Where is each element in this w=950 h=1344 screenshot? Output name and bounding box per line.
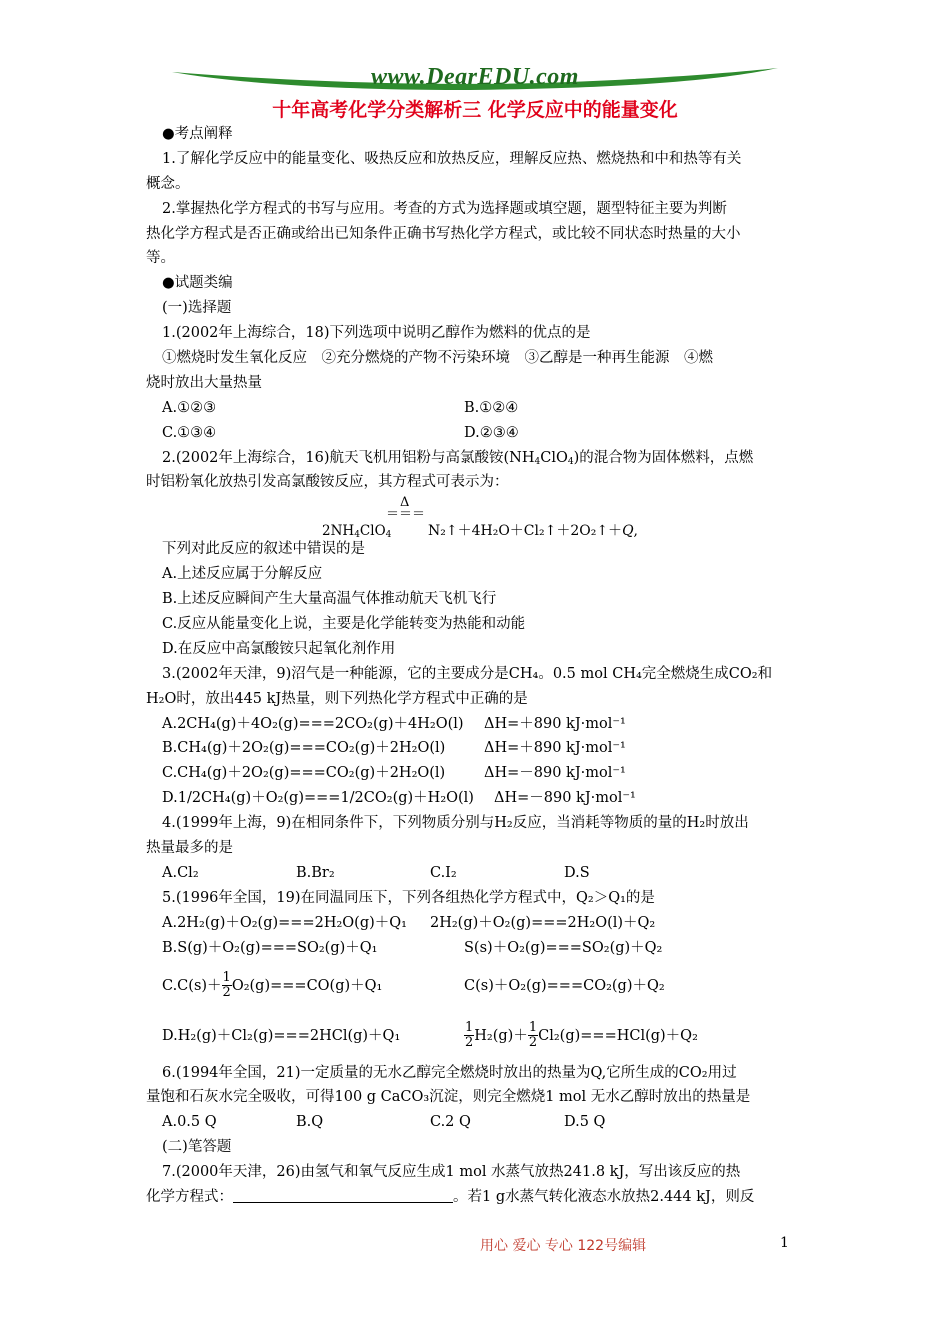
option-a: A.0.5 Q [162,1114,217,1131]
question-1-stem: 1.(2002年上海综合，18)下列选项中说明乙醇作为燃料的优点的是 [162,325,591,342]
subsection-heading: (二)笔答题 [162,1139,232,1156]
option-a: A.①②③ [162,399,217,416]
question-6-stem: 6.(1994年全国，21)一定质量的无水乙醇完全燃烧时放出的热量为Q,它所生成的CO₂用过 [162,1064,737,1081]
option-a: A.2CH₄(g)＋4O₂(g)===2CO₂(g)＋4H₂O(l) ΔH=＋890 kJ·mol⁻¹ [162,715,626,732]
option-b: B.上述反应瞬间产生大量高温气体推动航天飞机飞行 [162,591,497,608]
option-b: B.S(g)＋O₂(g)===SO₂(g)＋Q₁ S(s)＋O₂(g)===SO₂(g)＋Q₂ [162,939,663,956]
options-row [162,861,822,886]
page-title: 十年高考化学分类解析三 化学反应中的能量变化 [272,99,678,121]
option-d: D.②③④ [464,424,519,441]
delta-symbol: Δ [400,495,410,511]
option-c: C.C(s)＋ $\frac{1}{2}$ O₂(g)===CO(g)＋Q₁ C(s)＋O₂(g)===CO₂(g)＋Q₂ [162,970,665,1000]
question-7-line: 化学方程式： 。若1 g水蒸气转化液态水放热2.444 kJ，则反 [146,1188,755,1205]
option-c: C.2 Q [430,1114,471,1131]
site-logo[interactable]: www.DearEDU.com [371,64,579,90]
question-3-stem: 3.(2002年天津，9)沼气是一种能源，它的主要成分是CH₄。0.5 mol CH₄完全燃烧生成CO₂和 [162,665,773,682]
fraction-half: $\frac{1}{2}$ [465,1020,474,1050]
footer-text: 用心 爱心 专心 122号编辑 [480,1238,647,1254]
answer-blank[interactable] [233,1188,453,1203]
paragraph-line: 2.掌握热化学方程式的书写与应用。考查的方式为选择题或填空题，题型特征主要为判断 [162,200,727,217]
equation-rhs: N₂↑＋4H₂O＋Cl₂↑＋2O₂↑＋Q, [428,523,638,540]
question-2-line: 时铝粉氧化放热引发高氯酸铵反应，其方程式可表示为： [146,474,509,491]
subsection-heading: (一)选择题 [162,300,232,317]
options-row [162,1110,822,1135]
fraction-half: $\frac{1}{2}$ [528,1020,538,1050]
question-5-stem: 5.(1996年全国，19)在同温同压下，下列各组热化学方程式中，Q₂＞Q₁的是 [162,889,655,906]
option-b: B.CH₄(g)＋2O₂(g)===CO₂(g)＋2H₂O(l) ΔH=＋890 kJ·mol⁻¹ [162,740,626,757]
question-6-line: 量饱和石灰水完全吸收，可得100 g CaCO₃沉淀，则完全燃烧1 mol 无水乙醇时放出的热量是 [146,1089,751,1106]
option-d: D.5 Q [564,1114,606,1131]
paragraph-line: 热化学方程式是否正确或给出已知条件正确书写热化学方程式，或比较不同状态时热量的大小 [146,225,741,242]
equation-lhs: $2NH_4ClO_4$ [322,523,392,541]
question-4-line: 热量最多的是 [146,840,233,857]
option-c: C.反应从能量变化上说，主要是化学能转变为热能和动能 [162,616,526,633]
question-1-line: ①燃烧时发生氧化反应 ②充分燃烧的产物不污染环境 ③乙醇是一种再生能源 ④燃 [162,350,713,367]
option-b: B.Br₂ [296,864,335,881]
question-2-line: 下列对此反应的叙述中错误的是 [162,541,365,558]
option-c: C.I₂ [430,864,457,881]
reaction-equation [162,495,822,545]
option-d: D.在反应中高氯酸铵只起氧化剂作用 [162,640,396,657]
main-content [146,122,822,1210]
question-1-line: 烧时放出大量热量 [146,374,262,391]
option-c: C.①③④ [162,424,217,441]
question-7-stem: 7.(2000年天津，26)由氢气和氧气反应生成1 mol 水蒸气放热241.8 kJ，写出该反应的热 [162,1164,741,1181]
option-d: D.H₂(g)＋Cl₂(g)===2HCl(g)＋Q₁ $\frac{1}{2}$ H₂(g)＋ $\frac{1}{2}$ Cl₂(g)===HCl(g)＋Q₂ [162,1020,698,1050]
option-a: A.2H₂(g)＋O₂(g)===2H₂O(g)＋Q₁ 2H₂(g)＋O₂(g)===2H₂O(l)＋Q₂ [162,914,656,931]
option-c: C.CH₄(g)＋2O₂(g)===CO₂(g)＋2H₂O(l) ΔH=－890 kJ·mol⁻¹ [162,765,626,782]
option-b: B.①②④ [464,399,519,416]
option-b: B.Q [296,1114,324,1131]
option-a: A.上述反应属于分解反应 [162,566,323,583]
paragraph-line: 1.了解化学反应中的能量变化、吸热反应和放热反应，理解反应热、燃烧热和中和热等有关 [162,150,742,167]
option-d: D.1/2CH₄(g)＋O₂(g)===1/2CO₂(g)＋H₂O(l) ΔH=－890 kJ·mol⁻¹ [162,790,636,807]
question-3-line: H₂O时，放出445 kJ热量，则下列热化学方程式中正确的是 [146,690,528,707]
question-2-stem: 2.(2002年上海综合，16)航天飞机用铝粉与高氯酸铵$(NH_4ClO_4)$的混合物为固体燃料，点燃 [162,449,754,467]
options-row [162,421,822,446]
paragraph-line: 等。 [146,250,175,267]
question-4-stem: 4.(1999年上海，9)在相同条件下，下列物质分别与H₂反应，当消耗等物质的量的H₂时放出 [162,815,749,832]
option-a: A.Cl₂ [162,864,199,881]
option-d: D.S [564,864,590,881]
fraction-half: $\frac{1}{2}$ [222,970,231,1000]
section-heading: ●考点阐释 [162,126,233,142]
paragraph-line: 概念。 [146,175,190,192]
options-row [162,396,822,421]
section-heading: ●试题类编 [162,275,233,292]
page-number: 1 [780,1235,789,1251]
equals-sign: ＝＝＝ [386,507,426,523]
